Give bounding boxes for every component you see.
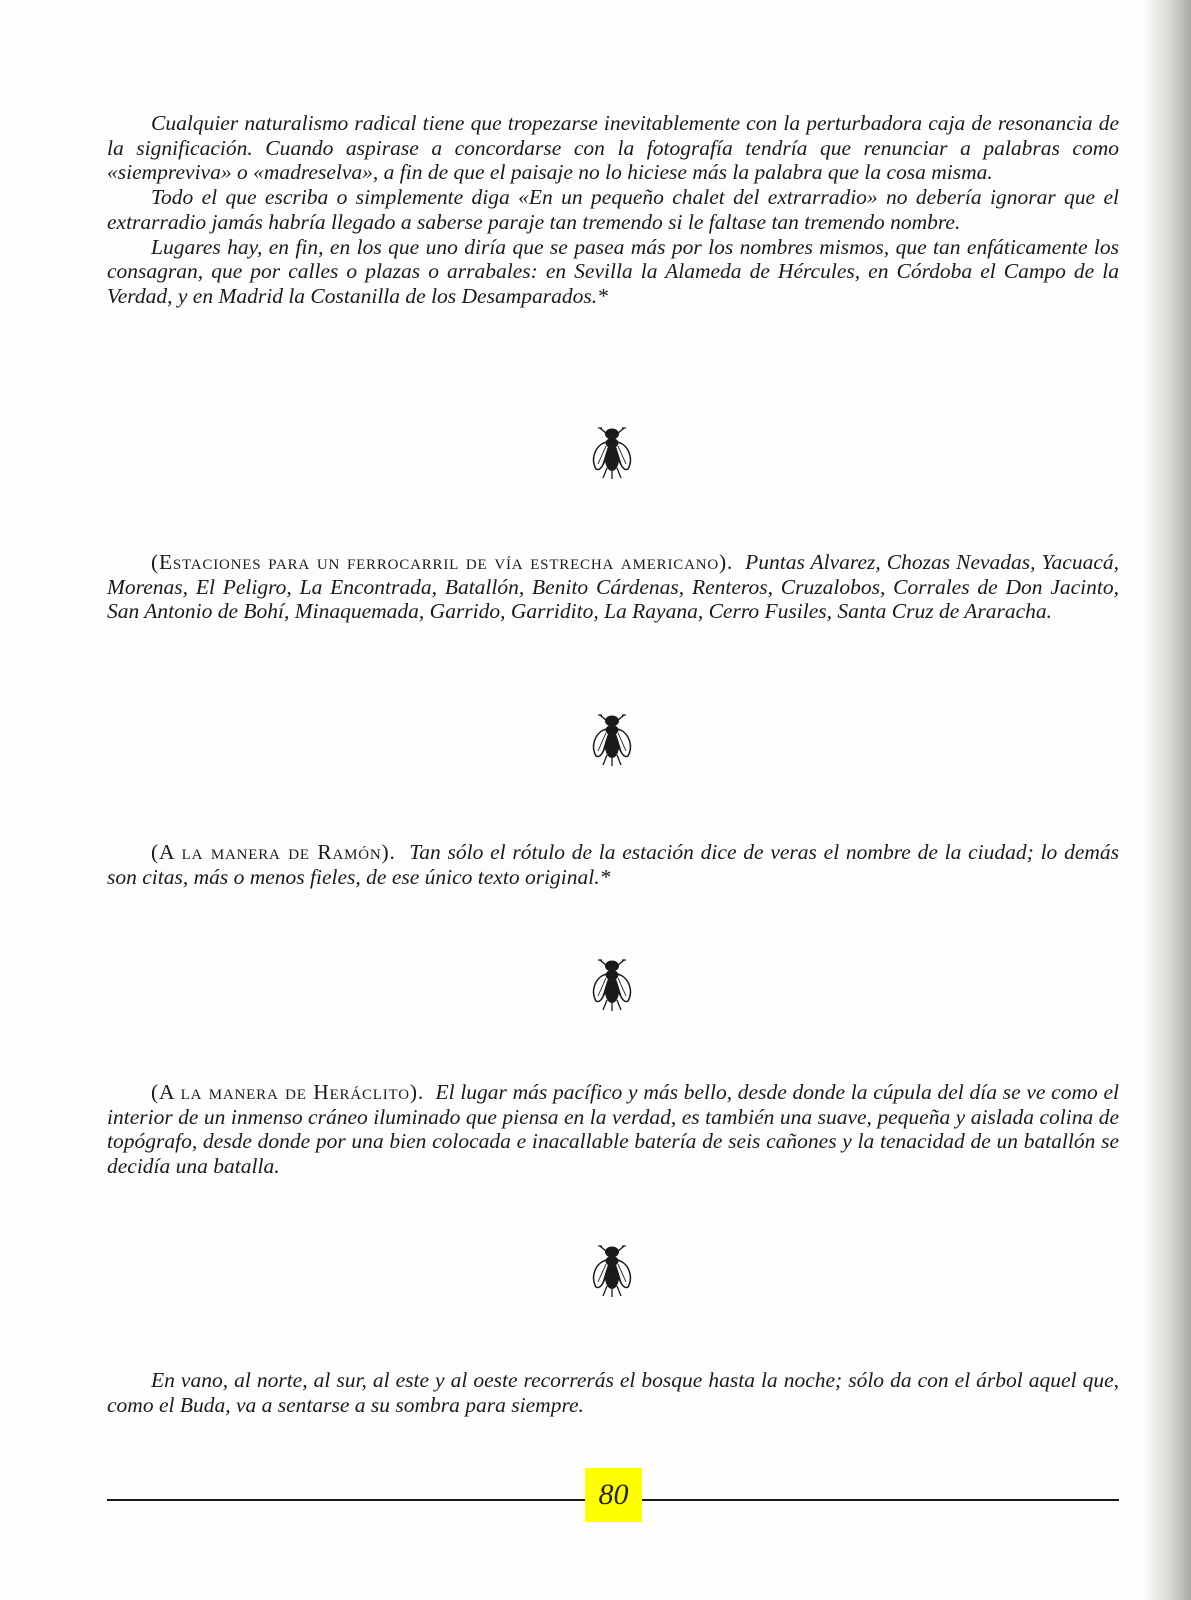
section-ramon xyxy=(107,840,1119,889)
section-body-heraclito: El lugar más pacífico y más bello, desde donde la cúpula del día se ve como el interior de un inmenso cráneo iluminado que piensa en la verdad, es también una suave, pequeña y aislada colina de topógrafo, desde donde por una bien colocada e inacallable batería de seis cañones y la tenacidad de un batallón se decidía una batalla. xyxy=(107,1080,1120,1179)
opening-paragraphs xyxy=(107,111,1119,309)
paragraph-extrarradio: Todo el que escriba o simplemente diga «En un pequeño chalet del extrarradio» no debería ignorar que el extrarradio jamás habría llegado a saberse paraje tan tremendo si le faltase tan tremendo nombre. xyxy=(107,185,1119,234)
page-edge-shadow xyxy=(1143,0,1191,1600)
page-number: 80 xyxy=(585,1468,642,1522)
section-heading-ramon: (A la manera de Ramón). xyxy=(151,840,396,864)
section-buda xyxy=(107,1368,1119,1417)
section-heading-estaciones: (Estaciones para un ferrocarril de vía estrecha americano). xyxy=(151,550,734,574)
fly-icon xyxy=(588,954,636,1014)
paragraph-lugares: Lugares hay, en fin, en los que uno diría que se pasea más por los nombres mismos, que tan enfáticamente los consagran, que por calles o plazas o arrabales: en Sevilla la Alameda de Hércules, en Córdoba el Campo de la Verdad, y en Madrid la Costanilla de los Desamparados.* xyxy=(107,234,1119,308)
paragraph-buda: En vano, al norte, al sur, al este y al oeste recorrerás el bosque hasta la noche; sólo da con el árbol aquel que, como el Buda, va a sentarse a su sombra para siempre. xyxy=(107,1368,1119,1417)
section-body-ramon: Tan sólo el rótulo de la estación dice de veras el nombre de la ciudad; lo demás son citas, más o menos fieles, de ese único texto original.* xyxy=(107,840,1120,889)
footer-rule-right xyxy=(642,1499,1119,1501)
section-estaciones xyxy=(107,550,1119,624)
fly-icon xyxy=(588,1240,636,1300)
section-heading-heraclito: (A la manera de Heráclito). xyxy=(151,1080,424,1104)
paragraph-naturalismo: Cualquier naturalismo radical tiene que tropezarse inevitablemente con la perturbadora caja de resonancia de la significación. Cuando aspirase a concordarse con la fotografía tendría que renunciar a palabras como «siempreviva» o «madreselva», a fin de que el paisaje no lo hiciese más la palabra que la cosa misma. xyxy=(107,111,1119,185)
section-body-estaciones: Puntas Alvarez, Chozas Nevadas, Yacuacá, Morenas, El Peligro, La Encontrada, Batallón, Benito Cárdenas, Renteros, Cruzalobos, Corrales de Don Jacinto, San Antonio de Bohí, Minaquemada, Garrido, Garridito, La Rayana, Cerro Fusiles, Santa Cruz de Araracha. xyxy=(107,550,1120,624)
fly-icon xyxy=(588,422,636,482)
footer-rule-left xyxy=(107,1499,585,1501)
section-heraclito xyxy=(107,1080,1119,1179)
fly-icon xyxy=(588,709,636,769)
